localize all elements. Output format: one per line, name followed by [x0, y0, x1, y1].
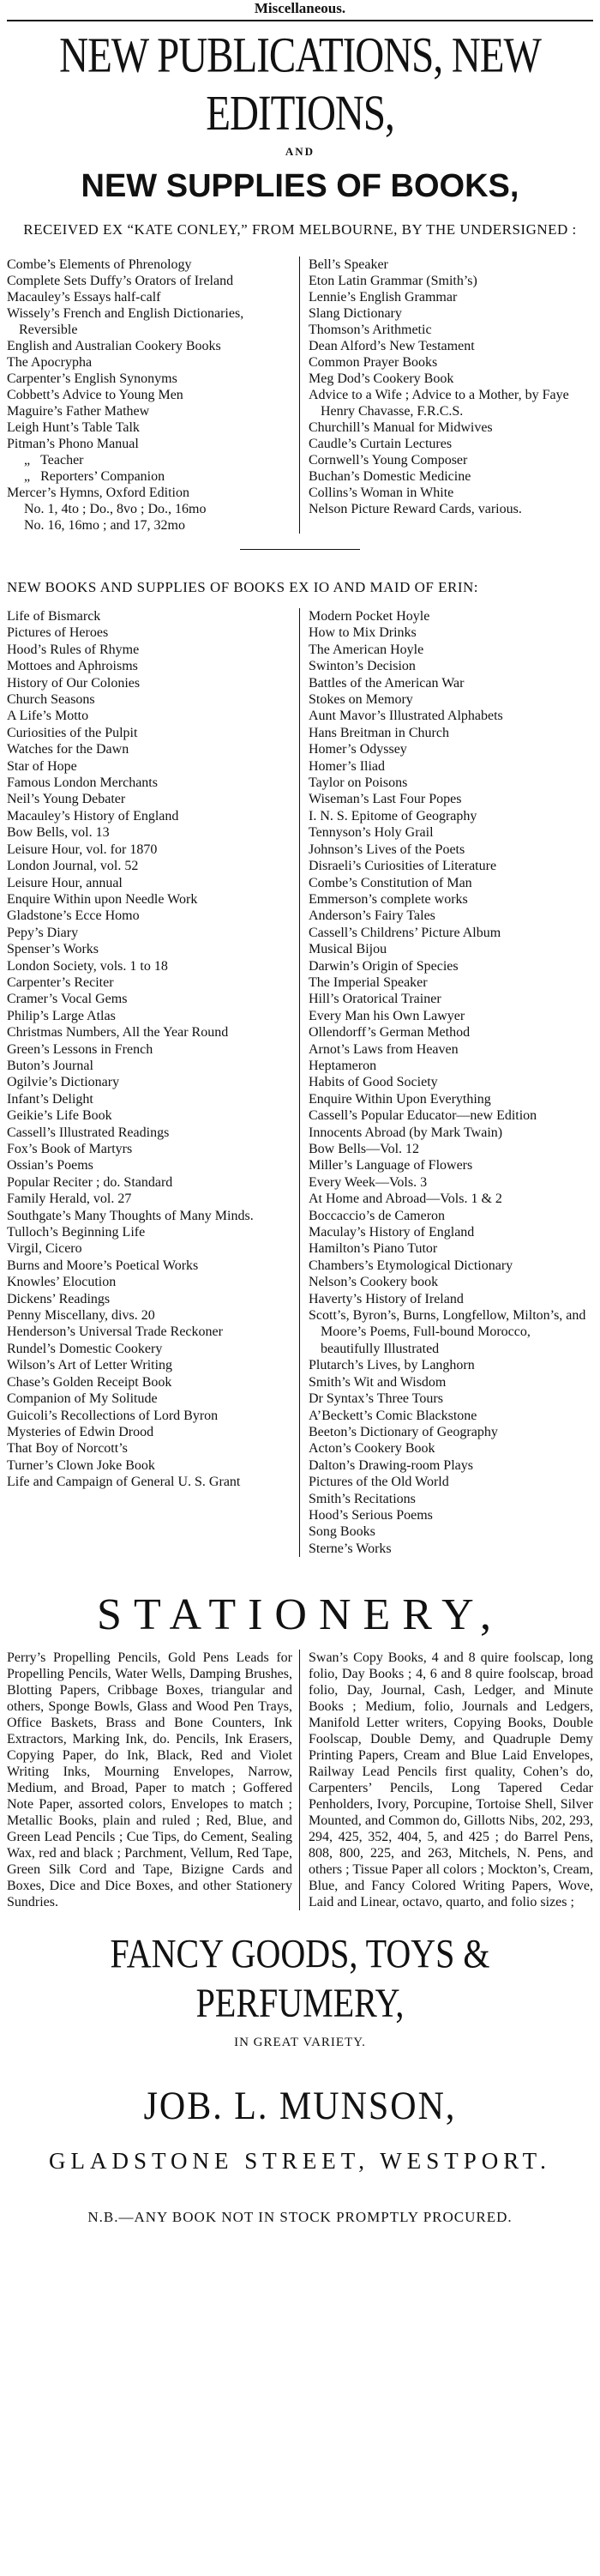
list-item: Smith’s Recitations [309, 1491, 416, 1506]
list-item: Christmas Numbers, All the Year Round [7, 1025, 229, 1041]
list-item: Buchan’s Domestic Medicine [309, 469, 471, 484]
list-item: Cramer’s Vocal Gems [7, 992, 128, 1007]
list-item: Wiseman’s Last Four Popes [309, 792, 462, 807]
variety-line: IN GREAT VARIETY. [234, 2036, 366, 2050]
book-list-1 [7, 256, 593, 534]
nb-note: N.B.—ANY BOOK NOT IN STOCK PROMPTLY PROCURED. [87, 2209, 513, 2226]
list-item: Habits of Good Society [309, 1075, 438, 1090]
list-item: Hamilton’s Piano Tutor [309, 1241, 438, 1257]
top-rule [7, 20, 593, 21]
list-item: London Society, vols. 1 to 18 [7, 958, 168, 974]
book-list-1-left [7, 256, 300, 534]
list-item: Mysteries of Edwin Drood [7, 1424, 154, 1439]
list-item: Darwin’s Origin of Species [309, 958, 459, 974]
list-item: Common Prayer Books [309, 355, 438, 370]
list-item: The American Hoyle [309, 642, 424, 657]
list-item: Green’s Lessons in French [7, 1041, 153, 1057]
list-item: Pictures of Heroes [7, 625, 109, 641]
address-line: GLADSTONE STREET, WESTPORT. [49, 2148, 551, 2175]
list-item: Macauley’s Essays half-calf [7, 290, 161, 305]
list-item: Hans Breitman in Church [309, 725, 449, 740]
fancy-goods-heading: FANCY GOODS, TOYS & PERFUMERY, [110, 1930, 490, 2026]
list-item: A Life’s Motto [7, 709, 89, 724]
list-item: Ogilvie’s Dictionary [7, 1075, 120, 1090]
list-item: Beeton’s Dictionary of Geography [309, 1424, 498, 1439]
list-item: Combe’s Elements of Phrenology [7, 257, 192, 272]
list-item: Star of Hope [7, 758, 77, 774]
list-item: Infant’s Delight [7, 1091, 93, 1107]
list-item: Spenser’s Works [7, 942, 99, 957]
list-item: Advice to a Wife ; Advice to a Mother, by Faye Henry Chavasse, F.R.C.S. [309, 388, 569, 419]
list-item: Henderson’s Universal Trade Reckoner [7, 1324, 223, 1340]
list-item: Church Seasons [7, 692, 95, 708]
list-item: Neil’s Young Debater [7, 792, 126, 807]
list-item: Cassell’s Illustrated Readings [7, 1125, 170, 1140]
list-item: Acton’s Cookery Book [309, 1441, 435, 1457]
list-item: Dr Syntax’s Three Tours [309, 1391, 443, 1407]
list-item: Swinton’s Decision [309, 659, 416, 674]
list-item: Enquire Within upon Needle Work [7, 891, 198, 907]
list-item: Innocents Abroad (by Mark Twain) [309, 1125, 503, 1140]
stationery-right-text: Swan’s Copy Books, 4 and 8 quire foolscap, long folio, Day Books ; 4, 6 and 8 quire foolscap, broad folio, Day, Journal, Cash, Ledger, and Minute Books ; Medium, folio, Journals and Ledgers, Manifold Letter writers, Copying Books, Double Foolscap, Double Demy, and Quadruple Demy Printing Papers, Cream and Blue Laid Envelopes, Railway Lead Pencils first quality, Cohen’s do, Carpenters’ Pencils, Long Tapered Cedar Penholders, Ivory, Porcupine, Tortoise Shell, Silver Mounted, and Common do, Gillotts Nibs, 202, 293, 294, 425, 352, 404, 5, and 425 ; do Barrel Pens, 808, 800, 225, and 263, Mitchels, N. Pens, and others ; Tissue Paper all colors ; Mockton’s, Cream, Blue, and Fancy Colored Writing Papers, Wove, Laid and Linear, octavo, quarto, and folio sizes ; [309, 1650, 593, 1910]
list-item: Lennie’s English Grammar [309, 290, 458, 305]
list-item: Anderson’s Fairy Tales [309, 908, 435, 924]
list-item: Eton Latin Grammar (Smith’s) [309, 274, 477, 288]
list-item: That Boy of Norcott’s [7, 1441, 128, 1457]
list-item: „ Teacher [24, 453, 84, 468]
stationery-left-text: Perry’s Propelling Pencils, Gold Pens Leads for Propelling Pencils, Water Wells, Damping Brushes, Blotting Papers, Cribbage Boxes, triangular and others, Sponge Bowls, Glass and Wood Pen Trays, Office Baskets, Brass and Bone Counters, Ink Extractors, Marking Ink, do. Pencils, Ink Erasers, Copying Paper, do Ink, Black, Red and Violet Writing Inks, Mourning Envelopes, Narrow, Medium, and Broad, Paper to match ; Goffered Note Paper, assorted colors, Envelopes to match ; Metallic Books, plain and ruled ; Red, Blue, and Green Lead Pencils ; Cue Tips, do Cement, Sealing Wax, red and black ; Parchment, Vellum, Red Tape, Green Silk Cord and Tape, Bizigne Cards and Boxes, Dice and Dice Boxes, and other Stationery Sundries. [7, 1650, 292, 1910]
list-item: „ Reporters’ Companion [24, 469, 165, 484]
list-item: The Apocrypha [7, 355, 93, 370]
list-item: Turner’s Clown Joke Book [7, 1457, 155, 1473]
stationery-list [7, 1650, 593, 1910]
list-item: Bow Bells, vol. 13 [7, 825, 110, 841]
stationery-heading: STATIONERY, [97, 1590, 503, 1640]
list-item: Homer’s Iliad [309, 758, 386, 774]
list-item: Burns and Moore’s Poetical Works [7, 1258, 199, 1273]
list-item: Knowles’ Elocution [7, 1275, 117, 1290]
list-item: Nelson’s Cookery book [309, 1275, 439, 1290]
list-item: Tulloch’s Beginning Life [7, 1225, 146, 1240]
book-list-1-right [300, 256, 593, 534]
stationery-right [300, 1650, 593, 1910]
list-item: I. N. S. Epitome of Geography [309, 808, 477, 823]
list-item: Mottoes and Aphroisms [7, 659, 138, 674]
list-item: No. 1, 4to ; Do., 8vo ; Do., 16mo [24, 502, 207, 516]
list-item: Emmerson’s complete works [309, 891, 468, 907]
list-item: Heptameron [309, 1058, 377, 1073]
list-item: Smith’s Wit and Wisdom [309, 1374, 447, 1390]
list-item: Life and Campaign of General U. S. Grant [7, 1475, 241, 1490]
list-item: Cobbett’s Advice to Young Men [7, 388, 183, 402]
list-item: Wilson’s Art of Letter Writing [7, 1358, 173, 1373]
list-item: No. 16, 16mo ; and 17, 32mo [24, 518, 185, 533]
list-item: Bow Bells—Vol. 12 [309, 1142, 420, 1156]
list-item: Penny Miscellany, divs. 20 [7, 1308, 155, 1324]
list-item: Stokes on Memory [309, 692, 413, 708]
list-item: Battles of the American War [309, 675, 465, 691]
list-item: Companion of My Solitude [7, 1391, 158, 1407]
list-item: Thomson’s Arithmetic [309, 323, 432, 337]
received-line: RECEIVED EX “KATE CONLEY,” FROM MELBOURNE, BY THE UNDERSIGNED : [23, 221, 577, 238]
list-item: At Home and Abroad—Vols. 1 & 2 [309, 1191, 502, 1207]
list-item: Gladstone’s Ecce Homo [7, 908, 140, 924]
list-item: Dickens’ Readings [7, 1291, 111, 1306]
section2-heading: NEW BOOKS AND SUPPLIES OF BOOKS EX IO AND MAID OF ERIN: [7, 579, 478, 595]
list-item: Nelson Picture Reward Cards, various. [309, 502, 522, 516]
headline-new-publications: NEW PUBLICATIONS, NEW EDITIONS, [59, 27, 541, 142]
book-list-2 [7, 608, 593, 1557]
list-item: Taylor on Poisons [309, 775, 408, 791]
list-item: Family Herald, vol. 27 [7, 1191, 132, 1207]
list-item: Pitman’s Phono Manual [7, 437, 139, 451]
list-item: Rundel’s Domestic Cookery [7, 1341, 163, 1356]
list-item: Cassell’s Popular Educator—new Edition [309, 1108, 537, 1124]
book-list-2-right [300, 608, 593, 1557]
list-item: Pepy’s Diary [7, 925, 79, 940]
list-item: Miller’s Language of Flowers [309, 1158, 473, 1173]
list-item: Virgil, Cicero [7, 1241, 82, 1257]
list-item: Pictures of the Old World [309, 1475, 449, 1490]
list-item: Hill’s Oratorical Trainer [309, 992, 441, 1007]
list-item: Ossian’s Poems [7, 1158, 93, 1173]
list-item: Complete Sets Duffy’s Orators of Ireland [7, 274, 234, 288]
list-item: Buton’s Journal [7, 1058, 93, 1073]
list-item: Combe’s Constitution of Man [309, 875, 472, 890]
list-item: Caudle’s Curtain Lectures [309, 437, 453, 451]
list-item: Leisure Hour, vol. for 1870 [7, 842, 158, 857]
list-item: Scott’s, Byron’s, Burns, Longfellow, Milton’s, and Moore’s Poems, Full-bound Morocco, beautifully Illustrated [309, 1308, 586, 1356]
list-item: Cornwell’s Young Composer [309, 453, 468, 468]
list-item: Wissely’s French and English Dictionaries, Reversible [7, 306, 244, 337]
list-item: Carpenter’s Reciter [7, 974, 114, 990]
list-item: London Journal, vol. 52 [7, 859, 139, 874]
list-item: Disraeli’s Curiosities of Literature [309, 859, 497, 874]
list-item: Southgate’s Many Thoughts of Many Minds. [7, 1208, 254, 1223]
list-item: Boccaccio’s de Cameron [309, 1208, 446, 1223]
section-label: Miscellaneous. [254, 0, 346, 16]
list-item: Meg Dod’s Cookery Book [309, 371, 454, 386]
list-item: Carpenter’s English Synonyms [7, 371, 177, 386]
list-item: Geikie’s Life Book [7, 1108, 112, 1124]
list-item: Musical Bijou [309, 942, 387, 957]
list-item: Watches for the Dawn [7, 742, 129, 757]
list-item: Dean Alford’s New Testament [309, 339, 475, 353]
book-list-2-left [7, 608, 300, 1557]
list-item: Chambers’s Etymological Dictionary [309, 1258, 513, 1273]
list-item: Mercer’s Hymns, Oxford Edition [7, 486, 189, 500]
list-item: Every Man his Own Lawyer [309, 1008, 465, 1023]
list-item: Ollendorff’s German Method [309, 1025, 471, 1041]
list-item: Leigh Hunt’s Table Talk [7, 420, 140, 435]
list-item: Song Books [309, 1524, 375, 1540]
list-item: Chase’s Golden Receipt Book [7, 1374, 172, 1390]
list-item: Maguire’s Father Mathew [7, 404, 150, 419]
list-item: Modern Pocket Hoyle [309, 609, 430, 624]
list-item: How to Mix Drinks [309, 625, 417, 641]
list-item: Life of Bismarck [7, 609, 101, 624]
list-item: Maculay’s History of England [309, 1225, 475, 1240]
list-item: Dalton’s Drawing-room Plays [309, 1457, 473, 1473]
list-item: Aunt Mavor’s Illustrated Alphabets [309, 709, 503, 724]
proprietor-name: JOB. L. MUNSON, [143, 2084, 457, 2128]
list-item: Hood’s Serious Poems [309, 1507, 433, 1523]
list-item: Slang Dictionary [309, 306, 402, 321]
headline-and: AND [285, 145, 315, 158]
list-item: Guicoli’s Recollections of Lord Byron [7, 1408, 219, 1423]
section-divider [240, 549, 360, 550]
list-item: Leisure Hour, annual [7, 875, 123, 890]
list-item: Hood’s Rules of Rhyme [7, 642, 140, 657]
list-item: Homer’s Odyssey [309, 742, 407, 757]
list-item: Plutarch’s Lives, by Langhorn [309, 1358, 475, 1373]
list-item: Curiosities of the Pulpit [7, 725, 138, 740]
list-item: Bell’s Speaker [309, 257, 388, 272]
list-item: Collins’s Woman in White [309, 486, 454, 500]
list-item: Tennyson’s Holy Grail [309, 825, 434, 841]
list-item: History of Our Colonies [7, 675, 141, 691]
list-item: Famous London Merchants [7, 775, 158, 791]
list-item: Johnson’s Lives of the Poets [309, 842, 465, 857]
list-item: Macauley’s History of England [7, 808, 179, 823]
list-item: English and Australian Cookery Books [7, 339, 221, 353]
list-item: Enquire Within Upon Everything [309, 1091, 491, 1107]
list-item: Sterne’s Works [309, 1541, 392, 1556]
list-item: A’Beckett’s Comic Blackstone [309, 1408, 477, 1423]
list-item: Churchill’s Manual for Midwives [309, 420, 493, 435]
list-item: The Imperial Speaker [309, 974, 428, 990]
list-item: Haverty’s History of Ireland [309, 1291, 464, 1306]
headline-new-supplies: NEW SUPPLIES OF BOOKS, [81, 168, 519, 204]
list-item: Arnot’s Laws from Heaven [309, 1041, 459, 1057]
list-item: Philip’s Large Atlas [7, 1008, 116, 1023]
list-item: Every Week—Vols. 3 [309, 1174, 428, 1190]
list-item: Cassell’s Childrens’ Picture Album [309, 925, 501, 940]
stationery-left [7, 1650, 300, 1910]
list-item: Fox’s Book of Martyrs [7, 1142, 133, 1156]
list-item: Popular Reciter ; do. Standard [7, 1174, 173, 1190]
